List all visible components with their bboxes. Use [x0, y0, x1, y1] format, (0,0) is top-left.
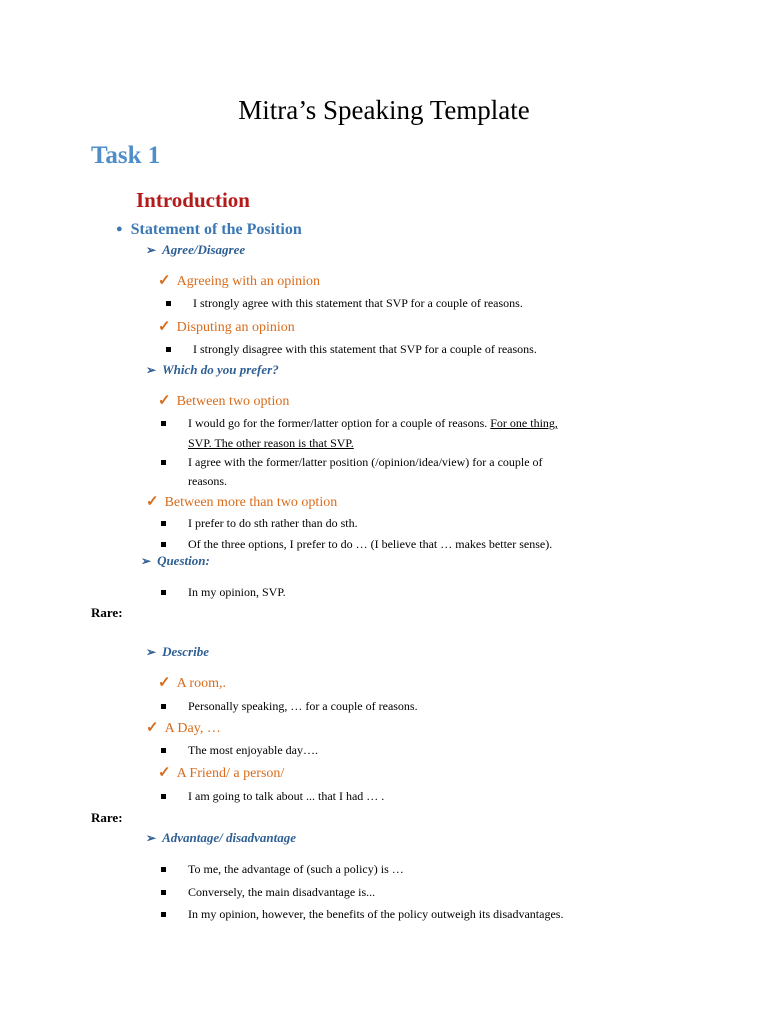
check-icon: ✓: [158, 319, 171, 335]
square-bullet-icon: [161, 704, 166, 709]
list-item: I strongly disagree with this statement that SVP for a couple of reasons.: [193, 340, 537, 359]
check-icon: ✓: [158, 765, 171, 781]
square-bullet-icon: [161, 421, 166, 426]
square-bullet-icon: [166, 301, 171, 306]
check-icon: ✓: [158, 393, 171, 409]
document-title: Mitra’s Speaking Template: [238, 95, 530, 125]
square-bullet-icon: [161, 890, 166, 895]
list-item: To me, the advantage of (such a policy) is …: [188, 860, 404, 879]
task-heading: Task 1: [91, 142, 161, 169]
square-bullet-icon: [166, 347, 171, 352]
check-icon: ✓: [158, 675, 171, 691]
square-bullet-icon: [161, 590, 166, 595]
square-bullet-icon: [161, 912, 166, 917]
check-icon: ✓: [158, 273, 171, 289]
agree-disagree-heading: ➢ Agree/Disagree: [146, 242, 246, 257]
check-icon: ✓: [146, 720, 159, 736]
arrow-bullet-icon: ➢: [146, 363, 157, 377]
list-item: Personally speaking, … for a couple of reasons.: [188, 697, 418, 716]
list-item: I am going to talk about ... that I had … .: [188, 787, 384, 806]
arrow-bullet-icon: ➢: [146, 645, 157, 659]
advantage-heading: ➢ Advantage/ disadvantage: [146, 830, 297, 845]
bullet-dot-icon: ●: [116, 223, 123, 235]
prefer-heading: ➢ Which do you prefer?: [146, 362, 279, 377]
list-item: I prefer to do sth rather than do sth.: [188, 514, 358, 533]
square-bullet-icon: [161, 867, 166, 872]
disputing-heading: ✓ Disputing an opinion: [158, 319, 295, 335]
statement-heading: ● Statement of the Position: [116, 221, 302, 238]
list-item: The most enjoyable day….: [188, 741, 318, 760]
arrow-bullet-icon: ➢: [146, 243, 157, 257]
question-heading: ➢ Question:: [141, 553, 210, 568]
square-bullet-icon: [161, 794, 166, 799]
list-item-continuation: SVP. The other reason is that SVP.: [188, 436, 354, 450]
list-item: In my opinion, however, the benefits of the policy outweigh its disadvantages.: [188, 905, 563, 924]
arrow-bullet-icon: ➢: [146, 831, 157, 845]
square-bullet-icon: [161, 542, 166, 547]
list-item: In my opinion, SVP.: [188, 583, 286, 602]
introduction-heading: Introduction: [136, 188, 250, 212]
list-item: Of the three options, I prefer to do … (I believe that … makes better sense).: [188, 535, 552, 554]
day-heading: ✓ A Day, …: [146, 720, 221, 736]
describe-heading: ➢ Describe: [146, 644, 209, 659]
check-icon: ✓: [146, 494, 159, 510]
list-item: I would go for the former/latter option for a couple of reasons. For one thing,: [188, 414, 558, 433]
square-bullet-icon: [161, 748, 166, 753]
square-bullet-icon: [161, 521, 166, 526]
list-item: I agree with the former/latter position (/opinion/idea/view) for a couple of: [188, 453, 543, 472]
friend-heading: ✓ A Friend/ a person/: [158, 765, 285, 781]
more-option-heading: ✓ Between more than two option: [146, 494, 338, 510]
agreeing-heading: ✓ Agreeing with an opinion: [158, 273, 321, 289]
rare-label: Rare:: [91, 605, 123, 620]
rare-label: Rare:: [91, 810, 123, 825]
arrow-bullet-icon: ➢: [141, 554, 152, 568]
list-item: Conversely, the main disadvantage is...: [188, 883, 375, 902]
room-heading: ✓ A room,.: [158, 675, 226, 691]
list-item-continuation: reasons.: [188, 474, 227, 488]
square-bullet-icon: [161, 460, 166, 465]
list-item: I strongly agree with this statement that SVP for a couple of reasons.: [193, 294, 523, 313]
two-option-heading: ✓ Between two option: [158, 393, 290, 409]
